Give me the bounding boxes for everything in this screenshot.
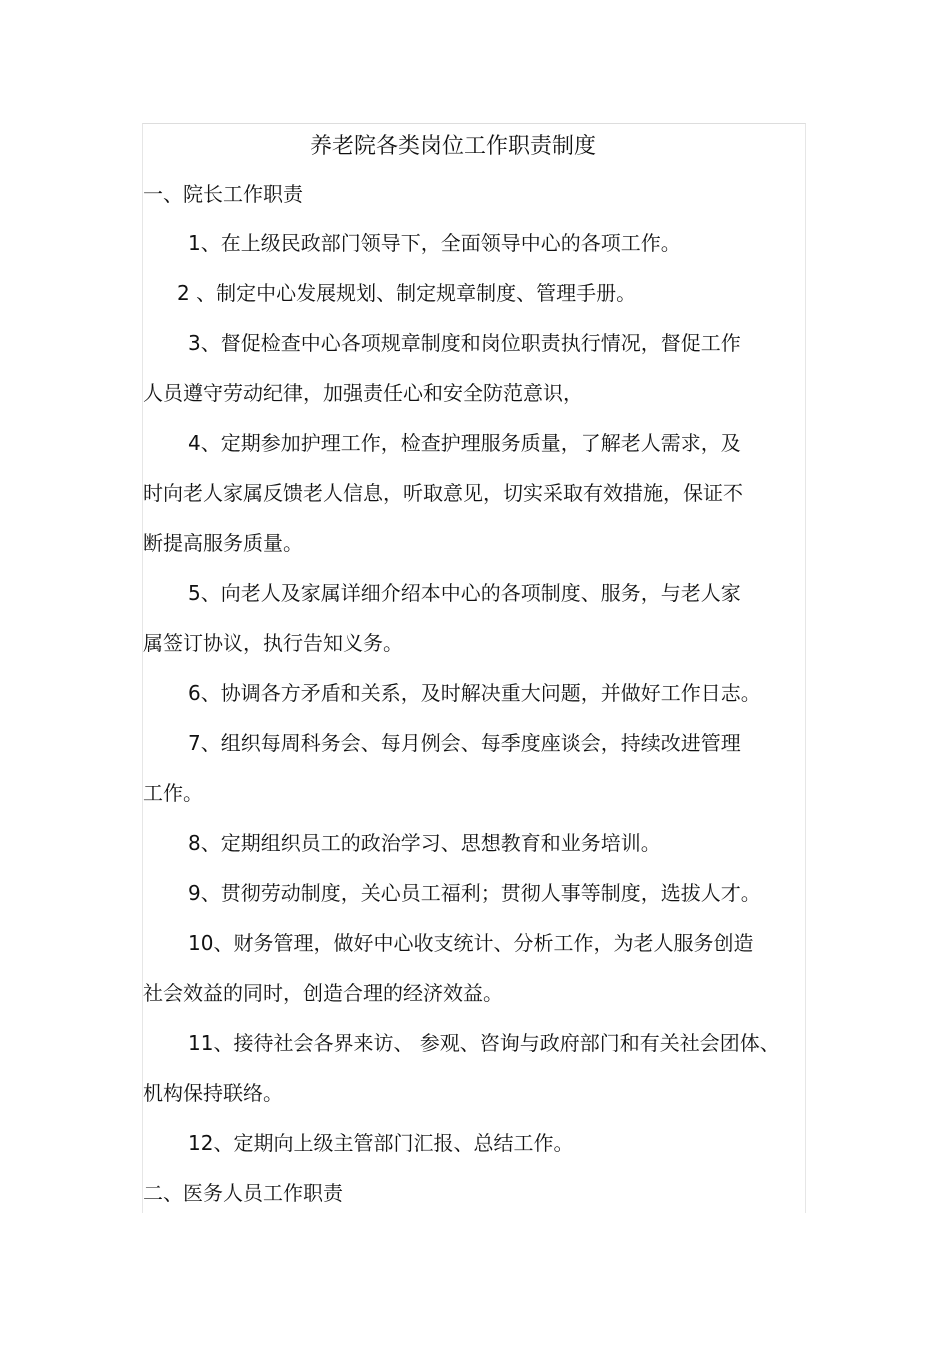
paragraph-line: 10、财务管理，做好中心收支统计、分析工作，为老人服务创造 <box>188 931 754 955</box>
paragraph-line: 9、贯彻劳动制度，关心员工福利；贯彻人事等制度，选拔人才。 <box>188 881 761 905</box>
paragraph-line: 社会效益的同时，创造合理的经济效益。 <box>143 981 503 1005</box>
paragraph-line: 2 、制定中心发展规划、制定规章制度、管理手册。 <box>177 281 637 305</box>
paragraph-line: 6、协调各方矛盾和关系，及时解决重大问题，并做好工作日志。 <box>188 681 761 705</box>
section-heading: 二、医务人员工作职责 <box>143 1181 343 1205</box>
paragraph-line: 5、向老人及家属详细介绍本中心的各项制度、服务，与老人家 <box>188 581 741 605</box>
paragraph-line: 机构保持联络。 <box>143 1081 283 1105</box>
paragraph-line: 人员遵守劳动纪律，加强责任心和安全防范意识， <box>143 381 583 405</box>
paragraph-line: 断提高服务质量。 <box>143 531 303 555</box>
paragraph-line: 8、定期组织员工的政治学习、思想教育和业务培训。 <box>188 831 661 855</box>
paragraph-line: 12、定期向上级主管部门汇报、总结工作。 <box>188 1131 574 1155</box>
paragraph-line: 7、组织每周科务会、每月例会、每季度座谈会，持续改进管理 <box>188 731 741 755</box>
paragraph-line: 工作。 <box>143 781 203 805</box>
paragraph-line: 时向老人家属反馈老人信息，听取意见，切实采取有效措施，保证不 <box>143 481 743 505</box>
paragraph-line: 11、接待社会各界来访、 参观、咨询与政府部门和有关社会团体、 <box>188 1031 780 1055</box>
paragraph-line: 4、定期参加护理工作，检查护理服务质量，了解老人需求，及 <box>188 431 741 455</box>
paragraph-line: 属签订协议，执行告知义务。 <box>143 631 403 655</box>
document-title: 养老院各类岗位工作职责制度 <box>310 134 597 159</box>
paragraph-line: 1、在上级民政部门领导下，全面领导中心的各项工作。 <box>188 231 681 255</box>
paragraph-line: 3、督促检查中心各项规章制度和岗位职责执行情况，督促工作 <box>188 331 741 355</box>
section-heading: 一、院长工作职责 <box>143 182 303 206</box>
